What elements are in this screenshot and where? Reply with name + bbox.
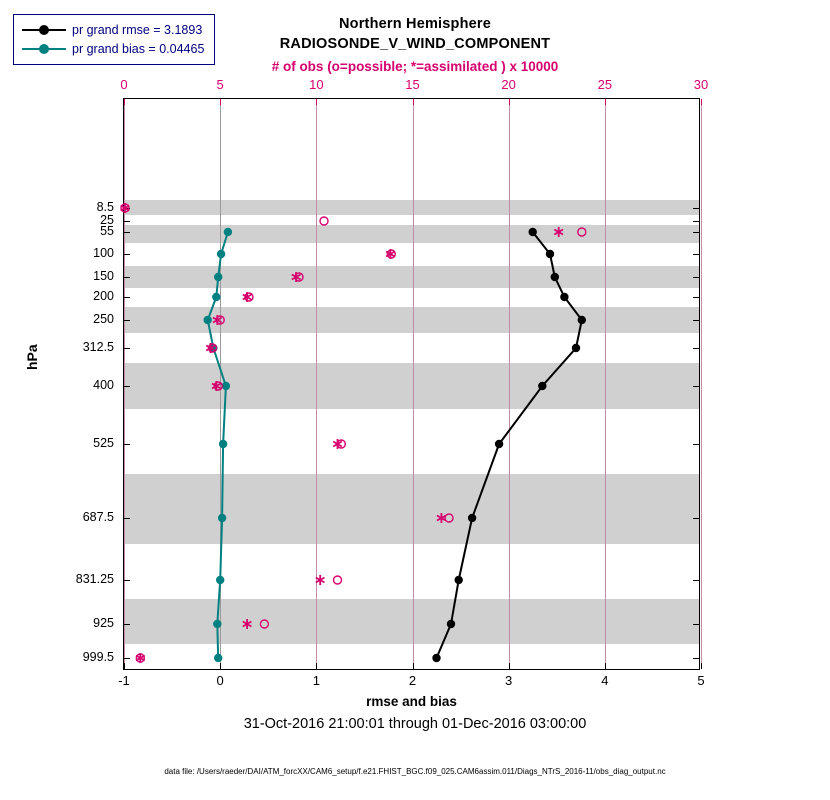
series-marker — [455, 576, 463, 584]
y-tick-label: 687.5 — [82, 510, 114, 524]
x-gridline — [701, 99, 702, 669]
series-marker — [224, 228, 232, 236]
legend-key-bias — [22, 42, 66, 56]
y-tick-label: 525 — [93, 436, 114, 450]
x-tick-mark — [701, 663, 702, 669]
y-tick-label: 100 — [93, 246, 114, 260]
series-marker — [214, 654, 222, 662]
plot-area — [75, 77, 709, 688]
x-tick-label: 2 — [408, 673, 417, 688]
y-tick-label: 250 — [93, 312, 114, 326]
series-marker — [214, 273, 222, 281]
x2-tick-mark — [701, 99, 702, 105]
series-marker — [572, 344, 580, 352]
series-layer — [124, 99, 701, 671]
series-marker — [538, 382, 546, 390]
series-marker — [546, 250, 554, 258]
series-line — [437, 232, 582, 658]
series-marker — [219, 440, 227, 448]
legend-label-rmse: pr grand rmse = 3.1893 — [72, 22, 203, 37]
x-tick-label: 1 — [312, 673, 320, 688]
x-tick-label: 0 — [216, 673, 224, 688]
series-marker — [218, 514, 226, 522]
series-marker — [222, 382, 230, 390]
legend-item-rmse — [22, 20, 204, 39]
series-marker — [551, 273, 559, 281]
series-marker — [468, 514, 476, 522]
possible-obs-marker — [578, 228, 586, 236]
top-axis-title: # of obs (o=possible; *=assimilated ) x 10000 — [271, 59, 559, 74]
y-axis-title: hPa — [24, 344, 40, 370]
series-marker — [447, 620, 455, 628]
x-axis-title: rmse and bias — [366, 694, 457, 709]
series-marker — [212, 293, 220, 301]
series-marker — [495, 440, 503, 448]
y-tick-label: 925 — [93, 616, 114, 630]
y-tick-label: 999.5 — [82, 650, 114, 664]
y-tick-label: 831.25 — [75, 572, 114, 586]
y-tick-label: 8.5 — [96, 200, 114, 214]
y-tick-label: 200 — [93, 289, 114, 303]
series-marker — [432, 654, 440, 662]
x-tick-label: 5 — [697, 673, 705, 688]
y-tick-label: 312.5 — [82, 340, 114, 354]
y-tick-label: 25 — [100, 213, 114, 227]
series-marker — [529, 228, 537, 236]
x2-tick-label: 20 — [501, 77, 516, 92]
legend-key-rmse — [22, 23, 66, 37]
series-marker — [560, 293, 568, 301]
x2-tick-label: 0 — [120, 77, 128, 92]
x2-tick-label: 5 — [216, 77, 224, 92]
possible-obs-marker — [334, 576, 342, 584]
possible-obs-marker — [260, 620, 268, 628]
y-tick-label: 55 — [100, 224, 114, 238]
x2-tick-label: 30 — [693, 77, 709, 92]
x-tick-label: 4 — [601, 673, 609, 688]
x-tick-label: 3 — [505, 673, 513, 688]
series-marker — [213, 620, 221, 628]
series-marker — [578, 316, 586, 324]
legend-item-bias — [22, 39, 204, 58]
series-marker — [216, 576, 224, 584]
possible-obs-marker — [445, 514, 453, 522]
series-marker — [217, 250, 225, 258]
assimilated-obs-marker — [243, 619, 252, 629]
legend-label-bias: pr grand bias = 0.04465 — [72, 41, 205, 56]
y-tick-label: 150 — [93, 269, 114, 283]
y-tick-label: 400 — [93, 378, 114, 392]
series-marker — [204, 316, 212, 324]
x2-tick-label: 15 — [405, 77, 420, 92]
chart-legend — [13, 14, 215, 65]
title-line-2: RADIOSONDE_V_WIND_COMPONENT — [279, 36, 551, 52]
x2-tick-label: 25 — [597, 77, 613, 92]
x2-tick-label: 10 — [309, 77, 324, 92]
assimilated-obs-marker — [316, 575, 325, 585]
data-file-caption: data file: /Users/raeder/DAI/ATM_forcXX/CAM6_setup/f.e21.FHIST_BGC.f09_025.CAM6assim.011/Diags_NTrS_2016-11/obs_diag_output.nc — [164, 767, 666, 776]
possible-obs-marker — [320, 217, 328, 225]
x-tick-label: -1 — [118, 673, 130, 688]
title-line-1: Northern Hemisphere — [338, 16, 492, 32]
date-range-caption: 31-Oct-2016 21:00:01 through 01-Dec-2016 03:00:00 — [243, 716, 587, 732]
assimilated-obs-marker — [554, 227, 563, 237]
